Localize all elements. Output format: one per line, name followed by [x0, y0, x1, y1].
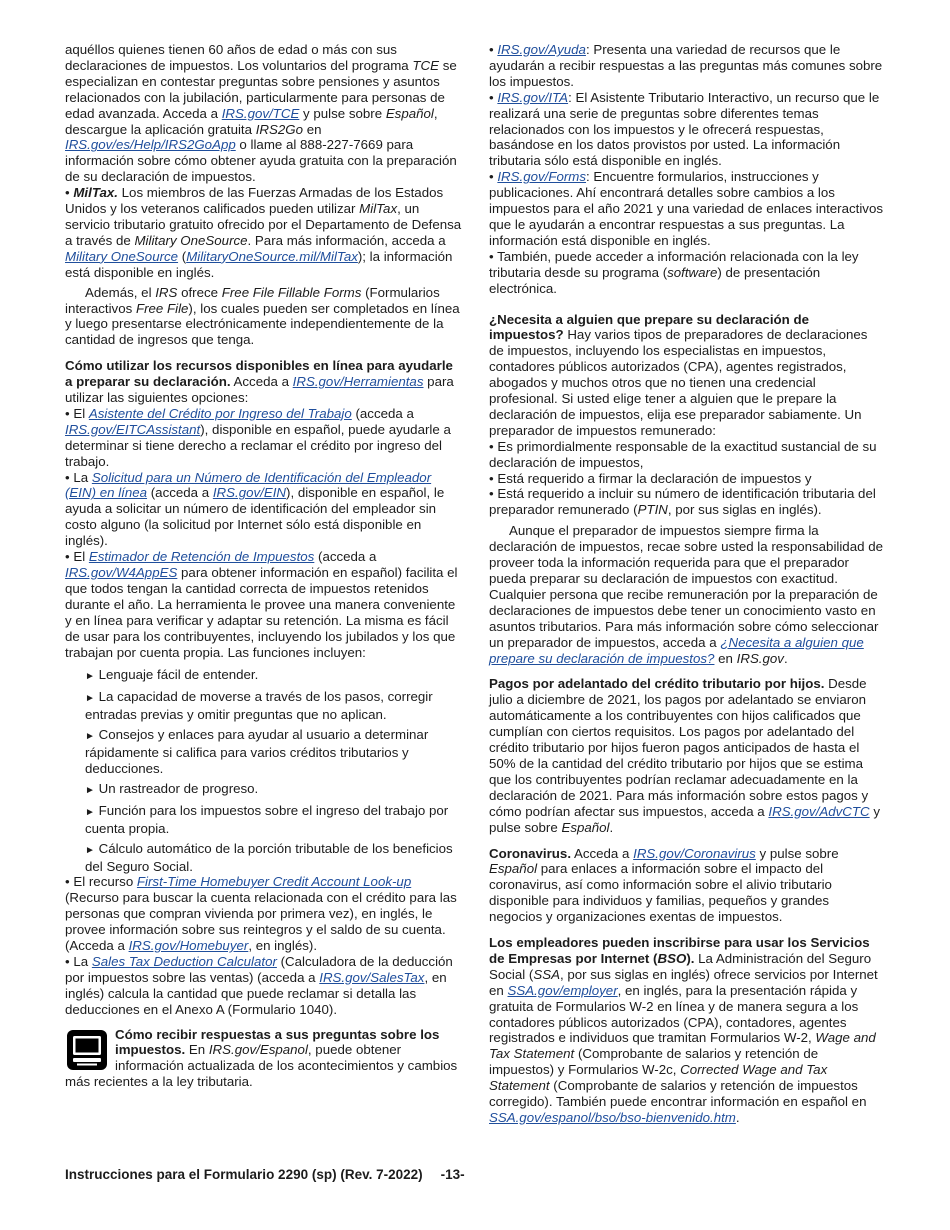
triangle-icon: ►: [85, 784, 95, 796]
link-homebuyer-lookup[interactable]: First-Time Homebuyer Credit Account Look-up: [136, 874, 412, 890]
withholding-bullet: • El Estimador de Retención de Impuestos (acceda a IRS.gov/W4AppES para obtener información en español) facilita el que todos tengan la cantidad correcta de impuestos retenidos durante el año. La herramienta le provee una manera conveniente y en línea para verificar y adaptar su retención. La misma es fácil de usar para los contribuyentes, incluyendo los jubilados y los que trabajan por cuenta propia. Las funciones incluyen:: [65, 549, 458, 660]
link-herramientas[interactable]: IRS.gov/Herramientas: [292, 374, 424, 390]
advctc-paragraph: Pagos por adelantado del crédito tributario por hijos. Desde julio a diciembre de 2021, los pagos por adelantado se enviaron automáticamente a los contribuyentes con hijos calificados que cumplían con ciertos requisitos. Los pagos por adelantado del crédito tributario por hijos fueron pagos anticipados de hasta el 50% de la cantidad del crédito tributario por hijos que se estima que los contribuyentes podrían reclamar adecuadamente en la declaración de 2021. Para más información sobre estos pagos y cómo podrían afectar sus impuestos, acceda a IRS.gov/AdvCTC y pulse sobre Español.: [489, 676, 880, 835]
page-number: -13-: [440, 1167, 465, 1182]
link-irs-ayuda[interactable]: IRS.gov/Ayuda: [497, 42, 586, 57]
preparer-responsibility-paragraph: Aunque el preparador de impuestos siempre firma la declaración de impuestos, recae sobre usted la responsabilidad de proveer toda la información requerida para que el preparador pueda preparar su declaración de impuestos con exactitud. Cualquier persona que recibe remuneración por la preparación de declaraciones de impuestos debe tener un conocimiento vasto en asuntos tributarios. Para más información sobre cómo seleccionar un preparador de impuestos, acceda a ¿Necesita a alguien que prepare su declaración de impuestos? en IRS.gov.: [489, 523, 883, 666]
bso-paragraph: Los empleadores pueden inscribirse para usar los Servicios de Empresas por Internet (BSO). La Administración del Seguro Social (SSA, por sus siglas en inglés) ofrece servicios por Internet en SSA.gov/employer, en inglés, para la presentación rápida y gratuita de Formularios W-2 en línea y de manera segura a los contadores públicos autorizados (CPA), contadores, agentes registrados e individuos que tramitan Formularios W-2, Wage and Tax Statement (Comprobante de salarios y retención de impuestos) y Formularios W-2c, Corrected Wage and Tax Statement (Comprobante de salarios y retención de impuestos corregido). También puede encontrar información en español en SSA.gov/espanol/bso/bso-bienvenido.htm.: [489, 935, 878, 1125]
preparer-bullet: • Es primordialmente responsable de la exactitud sustancial de su declaración de impuestos,: [489, 438, 877, 470]
link-irs-ein[interactable]: IRS.gov/EIN: [212, 485, 287, 501]
preparer-paragraph: ¿Necesita a alguien que prepare su declaración de impuestos? Hay varios tipos de preparadores de declaraciones de impuestos, incluyendo los especialistas en impuestos, contadores públicos autorizados (CPA), agentes registrados, abogados y muchos otros que no tienen una credencial profesional. Si usted elige tener a alguien que le prepare la declaración de impuestos, elija ese preparador sabiamente. Un preparador de impuestos remunerado:: [489, 311, 868, 438]
tax-answers-heading: Cómo recibir respuestas a sus preguntas sobre los impuestos.: [115, 1026, 440, 1058]
preparer-bullet: • Está requerido a incluir su número de identificación tributaria del preparador remunerado (PTIN, por sus siglas en inglés).: [489, 486, 876, 518]
left-column: [65, 42, 462, 1090]
link-irs-salestax[interactable]: IRS.gov/SalesTax: [319, 969, 425, 985]
triangle-icon: ►: [85, 844, 95, 856]
link-sales-tax-calculator[interactable]: Sales Tax Deduction Calculator: [91, 953, 277, 969]
bso-heading: Los empleadores pueden inscribirse para usar los Servicios de Empresas por Internet (BSO).: [489, 935, 870, 966]
eitc-bullet: • El Asistente del Crédito por Ingreso del Trabajo (acceda a IRS.gov/EITCAssistant), disponible en español, puede ayudarle a determinar si tiene derecho a reclamar el crédito por ingreso del trabajo.: [65, 405, 451, 469]
tax-answers-block: [65, 1027, 462, 1091]
preparer-heading: ¿Necesita a alguien que prepare su declaración de impuestos?: [489, 311, 809, 343]
sales-tax-bullet: • La Sales Tax Deduction Calculator (Calculadora de la deducción por impuestos sobre las ventas) (acceda a IRS.gov/SalesTax, en inglés) calcula la cantidad que puede reclamar si detalla las deducciones en el Anexo A (Formulario 1040).: [65, 953, 453, 1017]
homebuyer-bullet: • El recurso First-Time Homebuyer Credit Account Look-up (Recurso para buscar la cuenta relacionada con el crédito para las personas que compran vivienda por primera vez), en inglés, le provee información sobre sus reintegros y el saldo de su cuenta. (Acceda a IRS.gov/Homebuyer, en inglés).: [65, 874, 457, 954]
online-tools-paragraph: Cómo utilizar los recursos disponibles en línea para ayudarle a preparar su declaración. Acceda a IRS.gov/Herramientas para utilizar las siguientes opciones:: [65, 358, 454, 406]
link-irs-homebuyer[interactable]: IRS.gov/Homebuyer: [128, 938, 249, 954]
link-military-onesource[interactable]: Military OneSource: [65, 248, 179, 264]
page-footer: [65, 1167, 465, 1183]
link-ein-application[interactable]: Solicitud para un Número de Identificación del Empleador (EIN) en línea: [65, 469, 432, 501]
advctc-heading: Pagos por adelantado del crédito tributario por hijos.: [489, 676, 825, 692]
link-ssa-bso[interactable]: SSA.gov/espanol/bso/bso-bienvenido.htm: [489, 1110, 736, 1125]
link-miltax[interactable]: MilitaryOneSource.mil/MilTax: [186, 248, 358, 264]
free-file-paragraph: Además, el IRS ofrece Free File Fillable Forms (Formularios interactivos Free File), los cuales pueden ser completados en línea y luego presentarse electrónicamente independientemente de la cantidad de ingresos que tenga.: [65, 284, 460, 348]
link-w4appes[interactable]: IRS.gov/W4AppES: [65, 565, 178, 580]
link-irs-tce[interactable]: IRS.gov/TCE: [221, 105, 300, 121]
link-irs-coronavirus[interactable]: IRS.gov/Coronavirus: [633, 845, 756, 861]
link-irs-ita[interactable]: IRS.gov/ITA: [497, 89, 569, 105]
miltax-bullet: • MilTax. Los miembros de las Fuerzas Armadas de los Estados Unidos y los veteranos calificados pueden utilizar MilTax, un servicio tributario gratuito ofrecido por el Departamento de Defensa a través de Military OneSource. Para más información, acceda a Military OneSource (MilitaryOneSource.mil/MilTax); la información está disponible en inglés.: [65, 185, 462, 280]
feature-item: ► Cálculo automático de la porción tributable de los beneficios del Seguro Social.: [85, 840, 453, 874]
feature-item: ► Consejos y enlaces para ayudar al usuario a determinar rápidamente si califica para varios créditos tributarios y deducciones.: [85, 727, 429, 776]
ayuda-bullet: • IRS.gov/Ayuda: Presenta una variedad de recursos que le ayudarán a recibir respuestas a las preguntas más comunes sobre los impuestos.: [489, 42, 883, 89]
triangle-icon: ►: [85, 731, 95, 743]
feature-item: ► La capacidad de moverse a través de los pasos, corregir entradas previas y omitir preguntas que no aplican.: [85, 689, 433, 723]
online-tools-heading: Cómo utilizar los recursos disponibles en línea para ayudarle a preparar su declaración.: [65, 358, 453, 390]
link-irs-forms[interactable]: IRS.gov/Forms: [497, 169, 587, 185]
link-irs2go-app[interactable]: IRS.gov/es/Help/IRS2GoApp: [65, 137, 236, 153]
preparer-bullet: • Está requerido a firmar la declaración de impuestos y: [489, 470, 812, 486]
link-withholding-estimator[interactable]: Estimador de Retención de Impuestos: [88, 549, 315, 565]
link-eitc-assistant[interactable]: Asistente del Crédito por Ingreso del Trabajo: [88, 405, 352, 421]
link-choose-preparer[interactable]: ¿Necesita a alguien que prepare su declaración de impuestos?: [489, 634, 864, 666]
forms-bullet: • IRS.gov/Forms: Encuentre formularios, instrucciones y publicaciones. Ahí encontrará detalles sobre cambios a los impuestos para el año 2021 y una variedad de enlaces interactivos que le ayudarán a encontrar respuestas a sus preguntas. La información está disponible en inglés.: [489, 169, 883, 248]
feature-item: ► Un rastreador de progreso.: [85, 780, 259, 796]
ita-bullet: • IRS.gov/ITA: El Asistente Tributario Interactivo, un recurso que le realizará una serie de preguntas sobre diferentes temas relacionados con los impuestos y le ofrecerá respuestas, basándose en los datos provistos por usted. La información tributaria sólo está disponible en inglés.: [489, 89, 880, 169]
computer-icon: [65, 1029, 109, 1071]
feature-item: ► Lenguaje fácil de entender.: [85, 667, 259, 683]
coronavirus-heading: Coronavirus.: [489, 845, 572, 861]
software-bullet: • También, puede acceder a información relacionada con la ley tributaria desde su programa (software) de presentación electrónica.: [489, 248, 859, 296]
triangle-icon: ►: [85, 671, 95, 683]
tce-paragraph: aquéllos quienes tienen 60 años de edad o más con sus declaraciones de impuestos. Los voluntarios del programa TCE se especializan en contestar preguntas sobre pensiones y asuntos relacionados con la jubilación, particularmente para personas de edad avanzada. Acceda a IRS.gov/TCE y pulse sobre Español, descargue la aplicación gratuita IRS2Go en IRS.gov/es/Help/IRS2GoApp o llame al 888-227-7669 para información sobre cómo obtener ayuda gratuita con la preparación de su declaración de impuestos.: [65, 42, 457, 185]
feature-item: ► Función para los impuestos sobre el ingreso del trabajo por cuenta propia.: [85, 802, 449, 836]
coronavirus-paragraph: Coronavirus. Acceda a IRS.gov/Coronavirus y pulse sobre Español para enlaces a información sobre el impacto del coronavirus, así como información sobre el alivio tributario disponible para individuos y familias, pequeños y grandes negocios y organizaciones exentas de impuestos.: [489, 845, 839, 925]
triangle-icon: ►: [85, 693, 95, 705]
ein-bullet: • La Solicitud para un Número de Identificación del Empleador (EIN) en línea (acceda a IRS.gov/EIN), disponible en español, le ayuda a solicitar un número de identificación del empleador sin costo alguno (la solicitud por Internet sólo está disponible en inglés).: [65, 469, 445, 549]
link-ssa-employer[interactable]: SSA.gov/employer: [507, 982, 618, 998]
triangle-icon: ►: [85, 806, 95, 818]
footer-title: Instrucciones para el Formulario 2290 (sp) (Rev. 7-2022): [65, 1167, 423, 1182]
right-column: [489, 42, 885, 1126]
link-irs-advctc[interactable]: IRS.gov/AdvCTC: [768, 803, 870, 819]
tax-answers-paragraph: Cómo recibir respuestas a sus preguntas sobre los impuestos. En IRS.gov/Espanol, puede obtener información actualizada de los acontecimientos y cambios más recientes a la ley tributaria.: [65, 1026, 458, 1090]
link-eitcassistant-url[interactable]: IRS.gov/EITCAssistant: [65, 421, 201, 437]
